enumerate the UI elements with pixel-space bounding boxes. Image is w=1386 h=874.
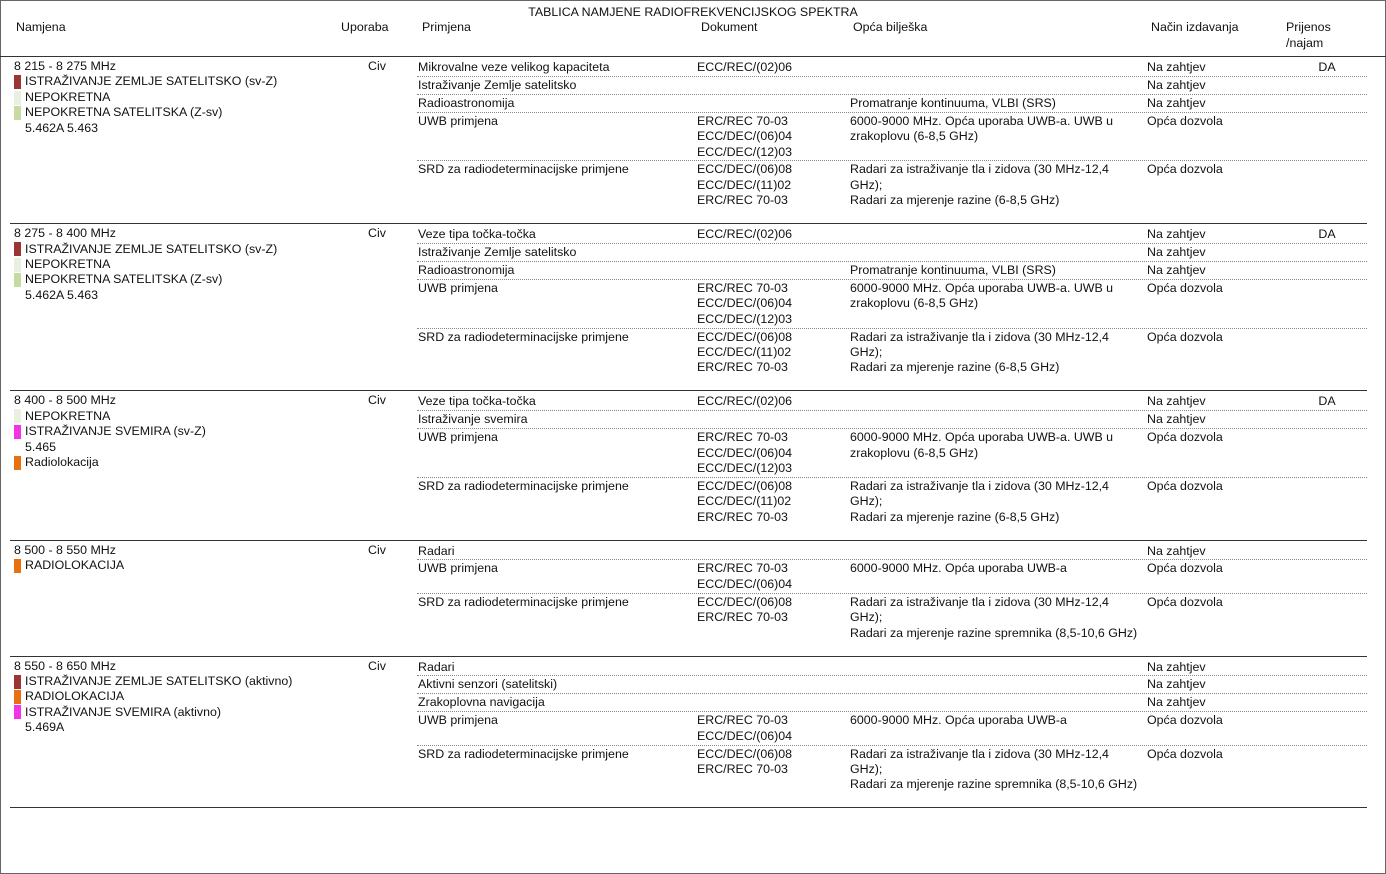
prijenos-cell [1287,263,1367,278]
allocation-text: ISTRAŽIVANJE ZEMLJE SATELITSKO (sv-Z) [25,74,278,89]
prijenos-cell [1287,561,1367,592]
uporaba-value: Civ [368,542,386,557]
allocation-text: ISTRAŽIVANJE ZEMLJE SATELITSKO (aktivno) [25,673,293,688]
application-row [417,560,1367,593]
primjena-cell: Veze tipa točka-točka [418,394,536,409]
nacin-cell: Opća dozvola [1147,162,1223,177]
band-range: 8 275 - 8 400 MHz [14,226,116,241]
color-swatch [14,705,21,719]
allocation-item [14,74,402,89]
band-allocation [10,543,402,656]
document-ref: ECC/DEC/(12)03 [697,311,793,326]
dokument-cell [697,677,850,692]
document-ref: ECC/DEC/(06)08 [697,594,793,609]
allocation-item [14,409,402,424]
color-swatch [14,409,21,423]
allocation-item [14,558,402,573]
application-row [417,659,1367,677]
document-ref: ECC/DEC/(06)08 [697,746,793,761]
dokument-cell [697,281,850,327]
nacin-cell: Na zahtjev [1147,60,1206,74]
primjena-cell: Aktivni senzori (satelitski) [418,677,558,692]
document-ref: ERC/REC 70-03 [697,713,788,728]
band-range: 8 400 - 8 500 MHz [14,393,116,408]
color-swatch [14,425,21,439]
allocation-item [14,720,402,735]
note-line: Radari za mjerenje razine (6-8,5 GHz) [850,193,1060,208]
application-row [417,393,1367,411]
document-ref: ECC/DEC/(06)08 [697,329,793,344]
allocation-item [14,242,402,257]
primjena-cell: UWB primjena [418,561,498,576]
dokument-cell [697,412,850,427]
note-line: Radari za mjerenje razine (6-8,5 GHz) [850,509,1060,524]
application-row [417,594,1367,642]
band-range: 8 500 - 8 550 MHz [14,542,116,557]
primjena-cell: UWB primjena [418,430,498,445]
color-swatch [14,559,21,573]
primjena-cell: SRD za radiodeterminacijske primjene [418,746,629,761]
uporaba-value: Civ [368,226,386,241]
note-line: Radari za istraživanje tla i zidova (30 MHz-12,4 GHz); [850,746,1109,776]
application-row [417,746,1367,794]
prijenos-cell: DA [1318,60,1336,74]
note-line: Radari za istraživanje tla i zidova (30 MHz-12,4 GHz); [850,594,1109,625]
prijenos-cell: DA [1318,394,1336,409]
primjena-cell: UWB primjena [418,713,498,728]
biljeska-cell [850,595,1147,641]
header-dokument: Dokument [701,20,758,34]
application-row [417,694,1367,712]
document-ref: ERC/REC 70-03 [697,360,788,375]
document-ref: ECC/DEC/(06)04 [697,296,793,311]
allocation-text: NEPOKRETNA SATELITSKA (Z-sv) [25,272,223,287]
dokument-cell [697,114,850,160]
nacin-cell: Na zahtjev [1147,695,1206,710]
uporaba-value: Civ [368,658,386,673]
note-line: Radari za istraživanje tla i zidova (30 MHz-12,4 GHz); [850,478,1109,509]
nacin-cell: Na zahtjev [1147,245,1206,260]
prijenos-cell [1287,695,1367,710]
biljeska-cell [850,96,1147,111]
prijenos-cell [1287,713,1367,744]
primjena-cell: SRD za radiodeterminacijske primjene [418,329,629,344]
color-swatch [14,75,21,89]
nacin-cell: Na zahtjev [1147,95,1206,110]
primjena-cell: Zrakoplovna navigacija [418,695,545,710]
applications-list [417,59,1367,223]
nacin-cell: Opća dozvola [1147,329,1223,344]
primjena-cell: SRD za radiodeterminacijske primjene [418,594,629,609]
note-line: Promatranje kontinuuma, VLBI (SRS) [850,95,1056,110]
header-namjena: Namjena [16,20,66,34]
note-line: 6000-9000 MHz. Opća uporaba UWB-a. UWB u zrakoplovu (6-8,5 GHz) [850,280,1114,311]
application-row [417,113,1367,162]
allocation-text: 5.465 [25,439,57,454]
color-swatch [14,91,21,105]
note-line: Radari za mjerenje razine spremnika (8,5-10,6 GHz) [850,777,1138,792]
color-swatch [14,675,21,689]
document-ref: ECC/REC/(02)06 [697,227,793,242]
biljeska-cell [850,78,1147,93]
primjena-cell: UWB primjena [418,113,498,128]
prijenos-cell [1287,330,1367,376]
prijenos-cell [1287,281,1367,327]
allocation-item [14,424,402,439]
document-ref: ECC/DEC/(11)02 [697,177,792,192]
prijenos-cell [1287,544,1367,559]
biljeska-cell [850,263,1147,278]
allocation-item [14,288,402,303]
allocation-text: ISTRAŽIVANJE SVEMIRA (sv-Z) [25,424,206,439]
note-line: Promatranje kontinuuma, VLBI (SRS) [850,262,1056,277]
page-title: TABLICA NAMJENE RADIOFREKVENCIJSKOG SPEKTRA [528,5,858,19]
allocation-text: 5.462A 5.463 [25,287,99,302]
primjena-cell: Istraživanje Zemlje satelitsko [418,77,577,92]
allocation-item [14,121,402,136]
nacin-cell: Na zahtjev [1147,659,1206,674]
biljeska-cell [850,330,1147,376]
primjena-cell: Istraživanje svemira [418,412,528,427]
color-swatch [14,121,21,135]
allocation-item [14,440,402,455]
spectrum-table [10,57,1367,808]
dokument-cell [697,162,850,208]
dokument-cell [697,227,850,242]
nacin-cell: Na zahtjev [1147,677,1206,692]
primjena-cell: SRD za radiodeterminacijske primjene [418,478,629,493]
dokument-cell [697,263,850,278]
dokument-cell [697,330,850,376]
prijenos-cell [1287,677,1367,692]
allocation-item [14,257,402,272]
note-line: 6000-9000 MHz. Opća uporaba UWB-a. UWB u zrakoplovu (6-8,5 GHz) [850,113,1114,144]
document-ref: ERC/REC 70-03 [697,509,788,524]
dokument-cell [697,245,850,260]
document-ref: ECC/DEC/(06)04 [697,576,793,591]
document-ref: ERC/REC 70-03 [697,761,788,776]
biljeska-cell [850,677,1147,692]
biljeska-cell [850,114,1147,160]
nacin-cell: Opća dozvola [1147,430,1223,445]
application-row [417,262,1367,280]
primjena-cell: Radari [418,543,455,558]
document-ref: ECC/DEC/(06)04 [697,129,793,144]
nacin-cell: Opća dozvola [1147,713,1223,728]
biljeska-cell [850,747,1147,793]
biljeska-cell [850,561,1147,592]
header-biljeska: Opća bilješka [853,20,928,34]
nacin-cell: Na zahtjev [1147,412,1206,427]
band-allocation [10,59,402,223]
biljeska-cell [850,60,1147,75]
primjena-cell: Veze tipa točka-točka [418,227,536,242]
application-row [417,95,1367,113]
document-ref: ERC/REC 70-03 [697,610,788,625]
uporaba-value: Civ [368,59,386,73]
prijenos-cell: DA [1318,227,1336,242]
application-row [417,329,1367,377]
header-prijenos-line2: /najam [1286,35,1324,50]
biljeska-cell [850,162,1147,208]
dokument-cell [697,595,850,641]
biljeska-cell [850,281,1147,327]
application-row [417,226,1367,244]
allocation-text: ISTRAŽIVANJE SVEMIRA (aktivno) [25,704,221,719]
band-allocation [10,393,402,539]
document-ref: ECC/REC/(02)06 [697,394,793,409]
nacin-cell: Opća dozvola [1147,113,1223,128]
note-line: 6000-9000 MHz. Opća uporaba UWB-a [850,713,1067,728]
band-allocation [10,659,402,808]
header-prijenos-line1: Prijenos [1286,20,1331,34]
application-row [417,77,1367,95]
color-swatch [14,273,21,287]
header-prijenos [1286,20,1331,51]
prijenos-cell [1287,114,1367,160]
document-ref: ECC/DEC/(12)03 [697,460,793,475]
application-row [417,59,1367,77]
allocation-item [14,689,402,704]
allocation-text: NEPOKRETNA SATELITSKA (Z-sv) [25,105,223,120]
allocation-item [14,674,402,689]
application-row [417,161,1367,209]
allocation-text: NEPOKRETNA [25,89,111,104]
dokument-cell [697,96,850,111]
application-row [417,280,1367,329]
color-swatch [14,690,21,704]
color-swatch [14,242,21,256]
dokument-cell [697,695,850,710]
biljeska-cell [850,245,1147,260]
document-ref: ERC/REC 70-03 [697,193,788,208]
biljeska-cell [850,695,1147,710]
band-section [10,224,1367,391]
prijenos-cell [1287,430,1367,476]
applications-list [417,393,1367,539]
prijenos-cell [1287,595,1367,641]
color-swatch [14,440,21,454]
application-row [417,676,1367,694]
document-ref: ECC/DEC/(11)02 [697,494,792,509]
dokument-cell [697,78,850,93]
dokument-cell [697,544,850,559]
prijenos-cell [1287,78,1367,93]
allocation-item [14,272,402,287]
allocation-item [14,455,402,470]
application-row [417,429,1367,478]
table-header [0,20,1386,57]
band-allocation [10,226,402,390]
applications-list [417,543,1367,656]
dokument-cell [697,430,850,476]
document-ref: ECC/DEC/(06)04 [697,728,793,743]
note-line: Radari za istraživanje tla i zidova (30 MHz-12,4 GHz); [850,162,1109,192]
dokument-cell [697,561,850,592]
biljeska-cell [850,412,1147,427]
nacin-cell: Na zahtjev [1147,543,1206,558]
note-line: 6000-9000 MHz. Opća uporaba UWB-a. UWB u zrakoplovu (6-8,5 GHz) [850,430,1114,460]
biljeska-cell [850,660,1147,675]
header-uporaba: Uporaba [341,20,389,34]
band-range: 8 215 - 8 275 MHz [14,59,116,73]
dokument-cell [697,479,850,525]
biljeska-cell [850,394,1147,409]
nacin-cell: Opća dozvola [1147,478,1223,493]
biljeska-cell [850,713,1147,744]
dokument-cell [697,60,850,75]
application-row [417,411,1367,429]
applications-list [417,659,1367,808]
primjena-cell: Radioastronomija [418,95,515,110]
application-row [417,712,1367,745]
band-section [10,541,1367,657]
primjena-cell: Istraživanje Zemlje satelitsko [418,245,577,260]
primjena-cell: Mikrovalne veze velikog kapaciteta [418,60,610,74]
band-range: 8 550 - 8 650 MHz [14,658,116,673]
document-ref: ECC/DEC/(06)08 [697,162,793,177]
allocation-text: RADIOLOKACIJA [25,689,125,704]
nacin-cell: Na zahtjev [1147,227,1206,242]
allocation-text: ISTRAŽIVANJE ZEMLJE SATELITSKO (sv-Z) [25,241,278,256]
prijenos-cell [1287,245,1367,260]
prijenos-cell [1287,479,1367,525]
application-row [417,244,1367,262]
nacin-cell: Na zahtjev [1147,77,1206,92]
uporaba-value: Civ [368,393,386,408]
application-row [417,543,1367,561]
header-primjena: Primjena [422,20,471,34]
allocation-text: 5.462A 5.463 [25,120,99,135]
nacin-cell: Na zahtjev [1147,394,1206,409]
allocation-text: 5.469A [25,720,65,735]
note-line: 6000-9000 MHz. Opća uporaba UWB-a [850,561,1067,576]
biljeska-cell [850,227,1147,242]
primjena-cell: SRD za radiodeterminacijske primjene [418,162,629,177]
prijenos-cell [1287,660,1367,675]
biljeska-cell [850,479,1147,525]
color-swatch [14,106,21,120]
band-section [10,657,1367,809]
prijenos-cell [1287,162,1367,208]
nacin-cell: Opća dozvola [1147,594,1223,609]
document-ref: ECC/DEC/(06)08 [697,478,793,493]
header-nacin: Način izdavanja [1151,20,1239,34]
allocation-item [14,705,402,720]
dokument-cell [697,747,850,793]
document-ref: ECC/REC/(02)06 [697,60,793,74]
dokument-cell [697,660,850,675]
document-ref: ERC/REC 70-03 [697,280,788,295]
nacin-cell: Opća dozvola [1147,561,1223,576]
allocation-item [14,90,402,105]
band-section [10,391,1367,540]
color-swatch [14,456,21,470]
prijenos-cell [1287,747,1367,793]
document-ref: ERC/REC 70-03 [697,561,788,576]
nacin-cell: Na zahtjev [1147,262,1206,277]
applications-list [417,226,1367,390]
allocation-text: RADIOLOKACIJA [25,557,125,572]
primjena-cell: Radari [418,659,455,674]
nacin-cell: Opća dozvola [1147,746,1223,761]
color-swatch [14,288,21,302]
allocation-text: Radiolokacija [25,454,99,469]
application-row [417,478,1367,526]
dokument-cell [697,394,850,409]
biljeska-cell [850,430,1147,476]
document-ref: ECC/DEC/(06)04 [697,445,793,460]
prijenos-cell [1287,96,1367,111]
document-ref: ERC/REC 70-03 [697,113,788,128]
allocation-text: NEPOKRETNA [25,256,111,271]
allocation-item [14,105,402,120]
color-swatch [14,258,21,272]
biljeska-cell [850,544,1147,559]
document-ref: ECC/DEC/(11)02 [697,345,792,359]
document-ref: ECC/DEC/(12)03 [697,144,793,159]
note-line: Radari za mjerenje razine (6-8,5 GHz) [850,360,1060,375]
primjena-cell: UWB primjena [418,280,498,295]
primjena-cell: Radioastronomija [418,262,515,277]
band-section [10,57,1367,224]
note-line: Radari za istraživanje tla i zidova (30 MHz-12,4 GHz); [850,329,1109,359]
color-swatch [14,721,21,735]
dokument-cell [697,713,850,744]
nacin-cell: Opća dozvola [1147,280,1223,295]
document-ref: ERC/REC 70-03 [697,430,788,445]
note-line: Radari za mjerenje razine spremnika (8,5-10,6 GHz) [850,625,1138,640]
prijenos-cell [1287,412,1367,427]
allocation-text: NEPOKRETNA [25,408,111,423]
